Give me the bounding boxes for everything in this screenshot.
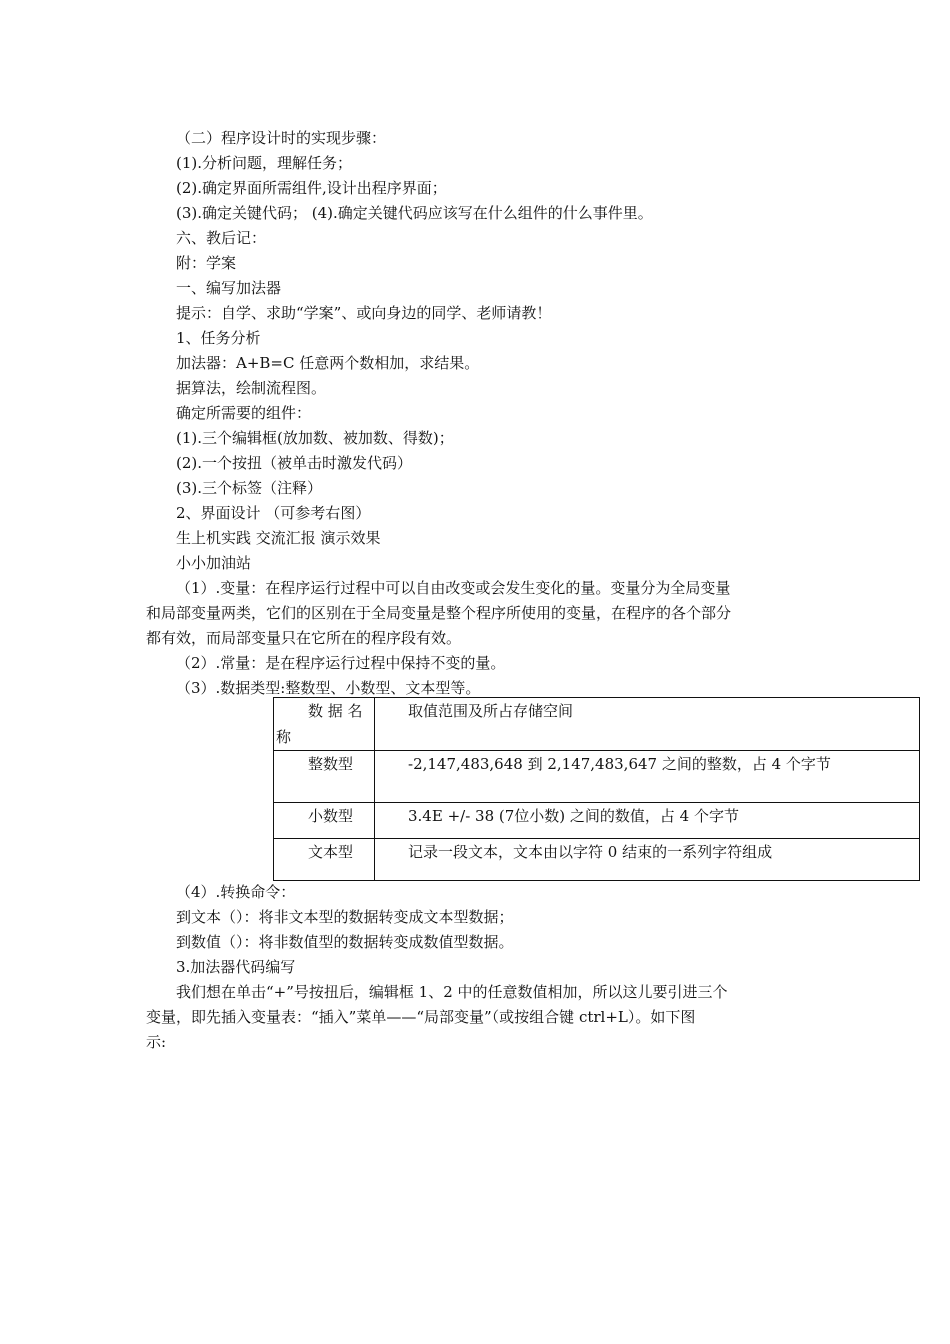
text-line: 3.加法器代码编写 <box>176 958 296 976</box>
text-line: 一、编写加法器 <box>176 279 282 297</box>
text-line: 和局部变量两类，它们的区别在于全局变量是整个程序所使用的变量，在程序的各个部分 <box>146 604 732 622</box>
text-line: 六、教后记： <box>176 229 267 247</box>
table-header-cell-name <box>274 698 375 751</box>
text-line: 1、任务分析 <box>176 329 261 347</box>
text-line: 我们想在单击“+”号按扭后，编辑框 1、2 中的任意数值相加，所以这儿要引进三个 <box>176 983 728 1001</box>
header-name-line1: 数 据 名 <box>308 702 363 720</box>
table-cell-type <box>274 751 375 803</box>
text-line: 加法器：A+B=C 任意两个数相加，求结果。 <box>176 354 480 372</box>
table-header-cell-range <box>375 698 920 751</box>
table-row <box>274 803 920 839</box>
text-line: 生上机实践 交流汇报 演示效果 <box>176 529 381 547</box>
text-line: （2）.常量：是在程序运行过程中保持不变的量。 <box>176 654 506 672</box>
table-cell-type <box>274 803 375 839</box>
type-text: 整数型 <box>308 755 354 773</box>
text-line: 确定所需要的组件： <box>176 404 312 422</box>
text-line: 小小加油站 <box>176 554 252 572</box>
desc-text: 3.4E +/- 38 (7位小数) 之间的数值，占 4 个字节 <box>408 807 739 825</box>
text-line: (2).一个按扭（被单击时激发代码） <box>176 454 413 472</box>
table-cell-desc <box>375 839 920 881</box>
text-line: 提示：自学、求助“学案”、或向身边的同学、老师请教！ <box>176 304 552 322</box>
text-line: (2).确定界面所需组件,设计出程序界面； <box>176 179 447 197</box>
text-line: 2、界面设计 （可参考右图） <box>176 504 371 522</box>
text-line: 附：学案 <box>176 254 237 272</box>
text-line: (3).确定关键代码； (4).确定关键代码应该写在什么组件的什么事件里。 <box>176 204 653 222</box>
table-header-row <box>274 698 920 751</box>
table-cell-type <box>274 839 375 881</box>
text-line: (3).三个标签（注释） <box>176 479 323 497</box>
text-line: (1).三个编辑框(放加数、被加数、得数)； <box>176 429 454 447</box>
table-row <box>274 751 920 803</box>
text-line: 变量，即先插入变量表：“插入”菜单——“局部变量”（或按组合键 ctrl+L）。如下图 <box>146 1008 696 1026</box>
text-line: 到文本（）：将非文本型的数据转变成文本型数据； <box>176 908 514 926</box>
text-line: (1).分析问题，理解任务； <box>176 154 353 172</box>
data-type-table <box>273 697 920 881</box>
table-row <box>274 839 920 881</box>
desc-text: 记录一段文本，文本由以字符 0 结束的一系列字符组成 <box>408 843 773 861</box>
text-line: 都有效，而局部变量只在它所在的程序段有效。 <box>146 629 462 647</box>
desc-text: -2,147,483,648 到 2,147,483,647 之间的整数，占 4 个字节 <box>408 755 831 773</box>
header-name-line2: 称 <box>276 728 292 746</box>
text-line: （3）.数据类型:整数型、小数型、文本型等。 <box>176 679 481 697</box>
header-range-text: 取值范围及所占存储空间 <box>408 702 574 720</box>
text-line: （4）.转换命令： <box>176 883 296 901</box>
table-cell-desc <box>375 803 920 839</box>
text-line: 示: <box>146 1033 167 1051</box>
text-line: 到数值（）：将非数值型的数据转变成数值型数据。 <box>176 933 514 951</box>
type-text: 小数型 <box>308 807 354 825</box>
text-line: （1）.变量：在程序运行过程中可以自由改变或会发生变化的量。变量分为全局变量 <box>176 579 731 597</box>
table-cell-desc <box>375 751 920 803</box>
type-text: 文本型 <box>308 843 354 861</box>
text-line: 据算法，绘制流程图。 <box>176 379 327 397</box>
text-line: （二）程序设计时的实现步骤： <box>176 129 387 147</box>
